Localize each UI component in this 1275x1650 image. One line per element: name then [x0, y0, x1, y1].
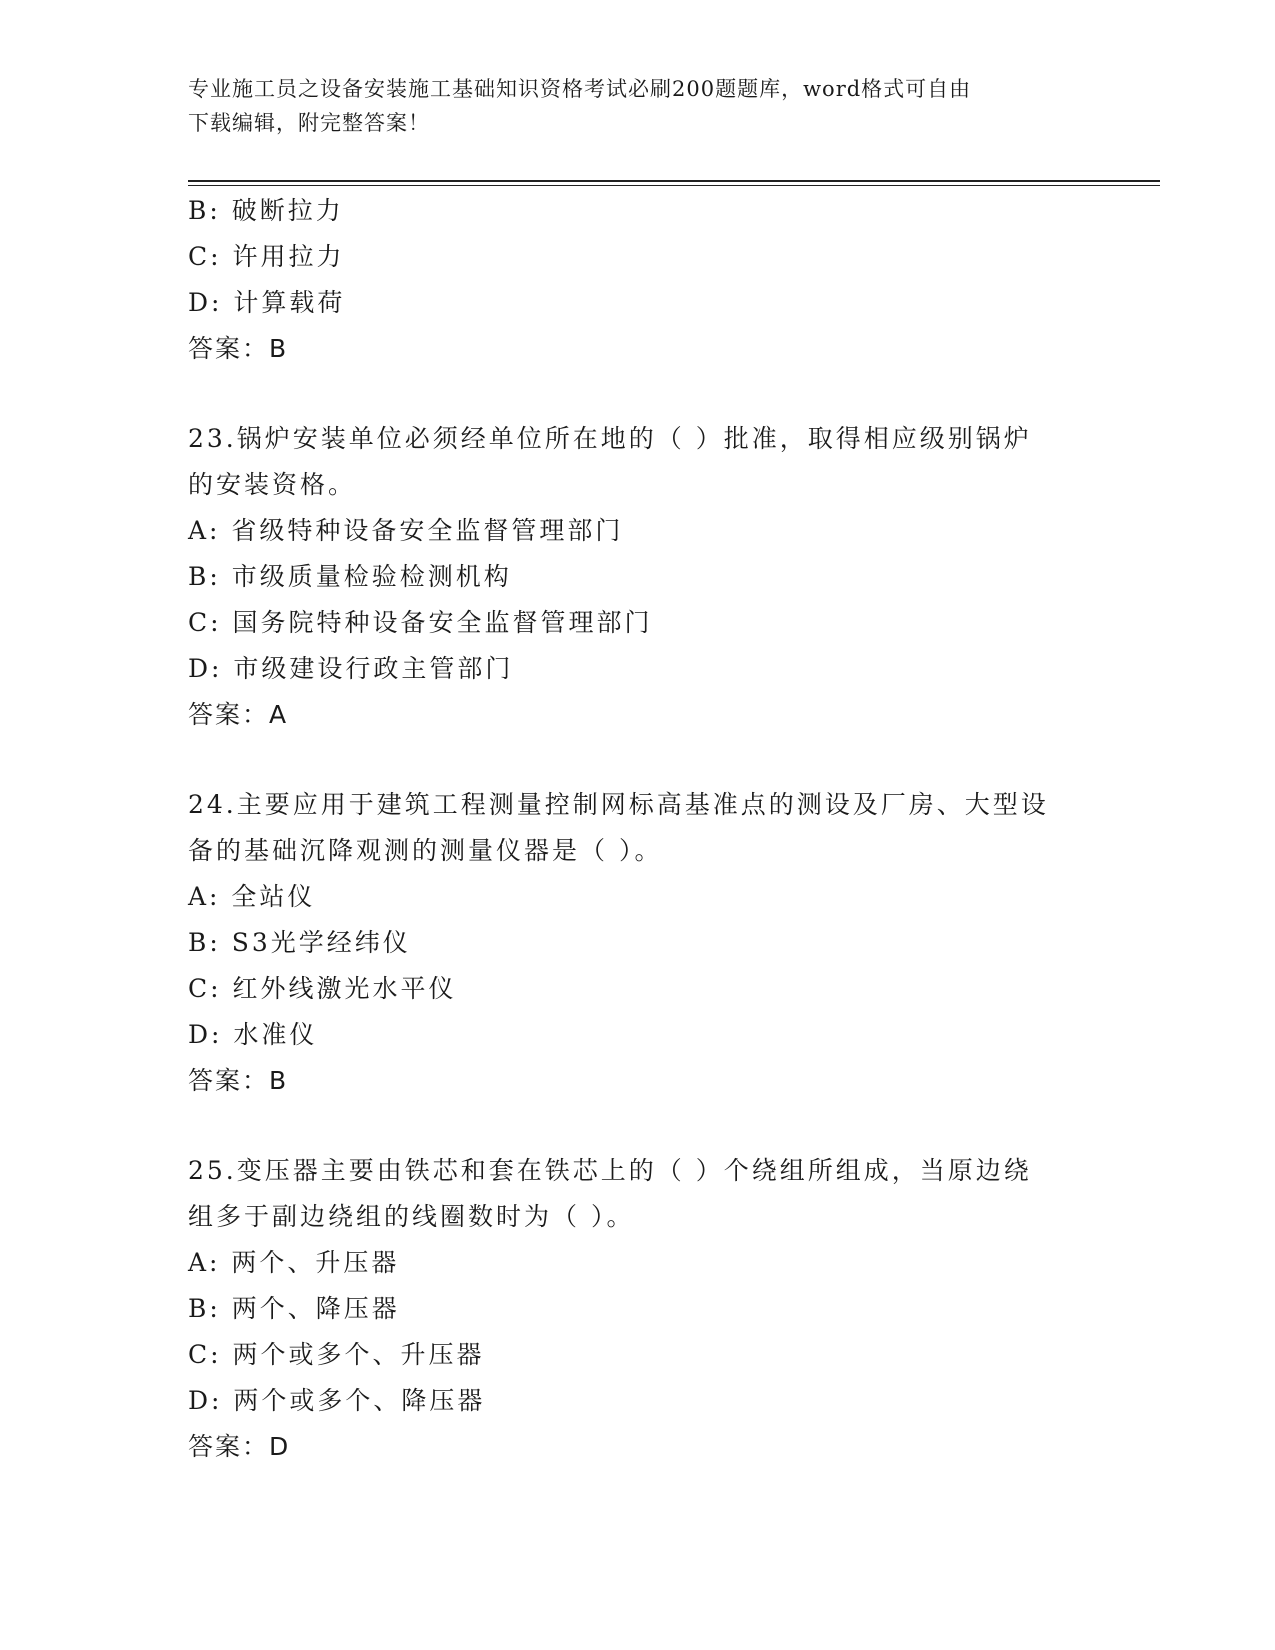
- question-stem-line-2: 备的基础沉降观测的测量仪器是（ ）。: [188, 836, 663, 865]
- option-c: C: 红外线激光水平仪: [188, 974, 457, 1003]
- question-stem-line-2: 组多于副边绕组的线圈数时为（ ）。: [188, 1202, 635, 1231]
- option-b: B: 破断拉力: [188, 196, 344, 225]
- option-d: D: 市级建设行政主管部门: [188, 654, 514, 683]
- answer: 答案：D: [188, 1432, 291, 1461]
- option-c: C: 国务院特种设备安全监督管理部门: [188, 608, 653, 637]
- document-body: [188, 188, 1088, 1470]
- question-stem-line-1: 25.变压器主要由铁芯和套在铁芯上的（ ）个绕组所组成，当原边绕: [188, 1156, 1032, 1185]
- header-divider-thin: [188, 185, 1160, 186]
- question-25: [188, 1148, 1088, 1470]
- question-23: [188, 416, 1088, 738]
- answer: 答案：B: [188, 1066, 289, 1095]
- answer: 答案：B: [188, 334, 289, 363]
- option-d: D: 水准仪: [188, 1020, 318, 1049]
- option-d: D: 两个或多个、降压器: [188, 1386, 486, 1415]
- option-c: C: 许用拉力: [188, 242, 345, 271]
- document-header: [188, 72, 1088, 140]
- option-c: C: 两个或多个、升压器: [188, 1340, 485, 1369]
- option-a: A: 省级特种设备安全监督管理部门: [188, 516, 624, 545]
- option-b: B: S3光学经纬仪: [188, 928, 411, 957]
- answer: 答案：A: [188, 700, 289, 729]
- question-24: [188, 782, 1088, 1104]
- option-a: A: 两个、升压器: [188, 1248, 400, 1277]
- header-line-1: 专业施工员之设备安装施工基础知识资格考试必刷200题题库，word格式可自由: [188, 77, 972, 101]
- question-stem-line-1: 24.主要应用于建筑工程测量控制网标高基准点的测设及厂房、大型设: [188, 790, 1049, 819]
- header-line-2: 下载编辑，附完整答案！: [188, 111, 430, 135]
- option-b: B: 市级质量检验检测机构: [188, 562, 512, 591]
- question-stem-line-2: 的安装资格。: [188, 470, 357, 499]
- question-22-tail: [188, 188, 1088, 372]
- question-stem-line-1: 23.锅炉安装单位必须经单位所在地的（ ）批准，取得相应级别锅炉: [188, 424, 1032, 453]
- header-divider-thick: [188, 180, 1160, 182]
- option-d: D: 计算载荷: [188, 288, 346, 317]
- option-b: B: 两个、降压器: [188, 1294, 400, 1323]
- option-a: A: 全站仪: [188, 882, 316, 911]
